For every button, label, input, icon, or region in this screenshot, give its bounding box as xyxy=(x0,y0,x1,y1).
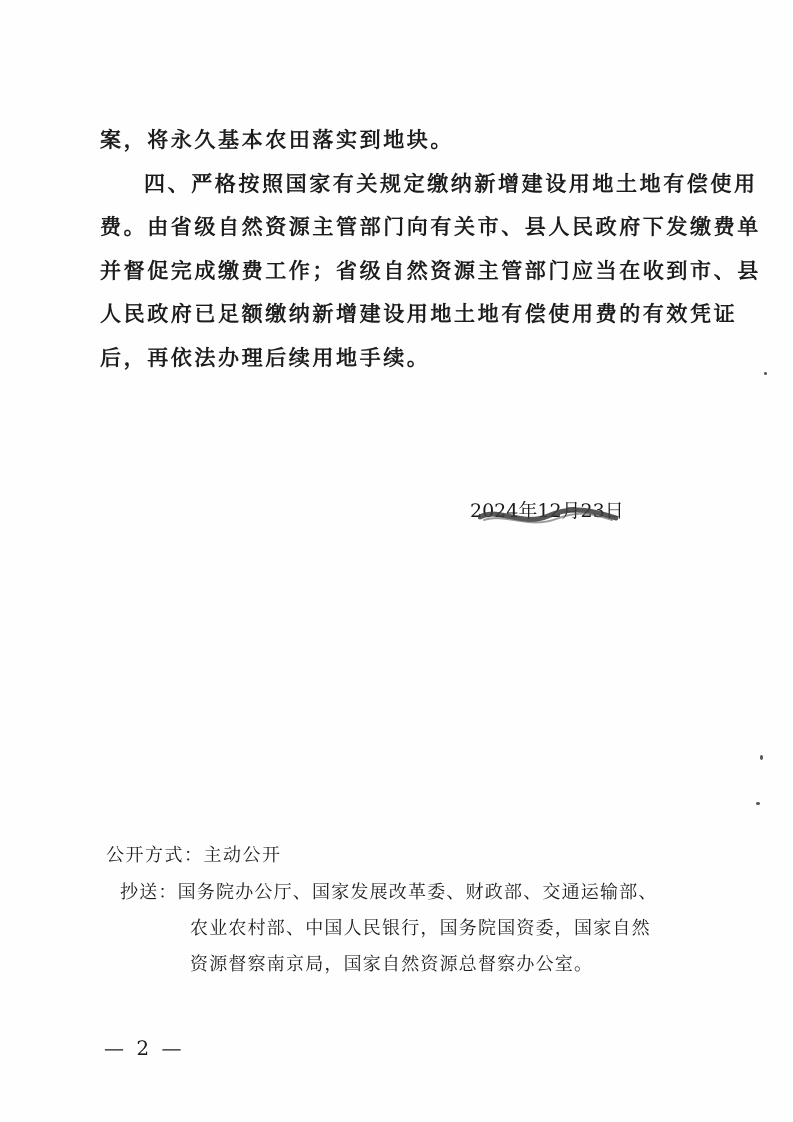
publish-method: 公开方式：主动公开 xyxy=(106,845,282,866)
body-line: 后，再依法办理后续用地手续。 xyxy=(100,344,431,370)
scan-speck xyxy=(760,755,763,760)
body-line: 并督促完成缴费工作；省级自然资源主管部门应当在收到市、县 xyxy=(100,257,761,283)
body-text xyxy=(100,118,761,379)
body-line: 人民政府已足额缴纳新增建设用地土地有偿使用费的有效凭证 xyxy=(100,301,738,326)
cc-line: 资源督察南京局，国家自然资源总督察办公室。 xyxy=(190,954,594,975)
scan-speck xyxy=(764,372,767,375)
page-number: — 2 — xyxy=(104,1036,185,1060)
cc-list xyxy=(120,875,720,983)
body-line: 四、严格按照国家有关规定缴纳新增建设用地土地有偿使用 xyxy=(144,170,758,196)
cc-line: 农业农村部、中国人民银行，国务院国资委，国家自然 xyxy=(190,918,651,939)
signature-date: 2024年12月23日 xyxy=(470,500,624,522)
body-line: 费。由省级自然资源主管部门向有关市、县人民政府下发缴费单 xyxy=(100,214,761,239)
body-line: 案，将永久基本农田落实到地块。 xyxy=(100,127,454,152)
cc-line: 抄送：国务院办公厅、国家发展改革委、财政部、交通运输部、 xyxy=(120,882,658,903)
seal-stamp-mark xyxy=(478,503,618,531)
scan-speck xyxy=(756,802,760,805)
